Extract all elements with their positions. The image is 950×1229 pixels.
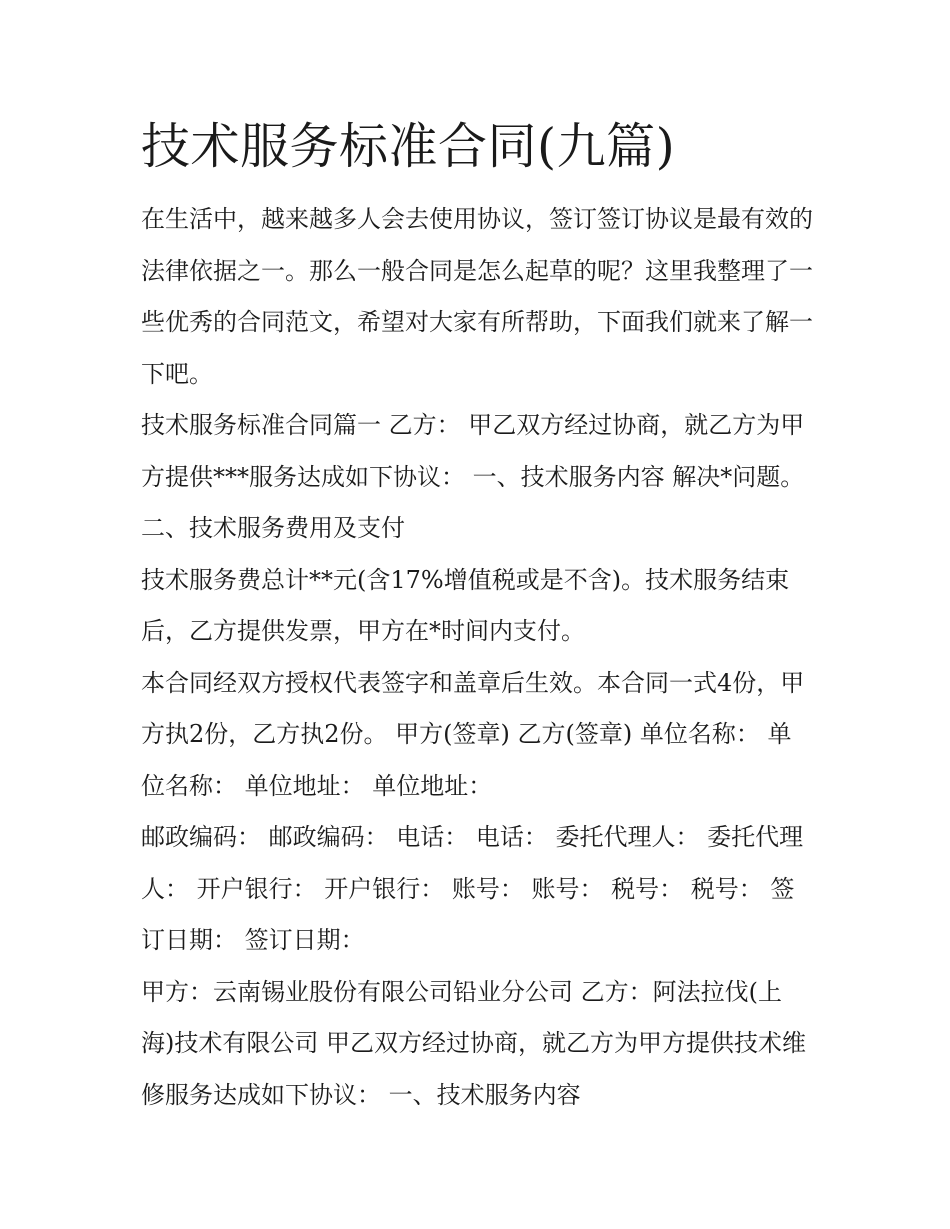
party-details-paragraph: 邮政编码： 邮政编码： 电话： 电话： 委托代理人： 委托代理人： 开户银行： 开户银行： 账号： 账号： 税号： 税号： 签订日期： 签订日期： (141, 823, 804, 954)
intro-paragraph: 在生活中，越来越多人会去使用协议，签订签订协议是最有效的法律依据之一。那么一般合同是怎么起草的呢？这里我整理了一些优秀的合同范文，希望对大家有所帮助，下面我们就来了解一下吧。 (141, 205, 813, 388)
service-fee-paragraph: 技术服务费总计**元(含17%增值税或是不含)。技术服务结束后，乙方提供发票，甲方在*时间内支付。 (141, 565, 790, 645)
document-title: 技术服务标准合同(九篇) (141, 118, 676, 175)
contract-one-paragraph: 技术服务标准合同篇一 乙方： 甲乙双方经过协商，就乙方为甲方提供***服务达成如下协议： 一、技术服务内容 解决*问题。 二、技术服务费用及支付 (141, 411, 805, 542)
document-body (141, 112, 813, 1121)
contract-two-paragraph: 甲方：云南锡业股份有限公司铅业分公司 乙方：阿法拉伐(上海)技术有限公司 甲乙双方经过协商，就乙方为甲方提供技术维修服务达成如下协议： 一、技术服务内容 (141, 977, 806, 1109)
effectiveness-paragraph: 本合同经双方授权代表签字和盖章后生效。本合同一式4份，甲方执2份，乙方执2份。 甲方(签章) 乙方(签章) 单位名称： 单位名称： 单位地址： 单位地址： (141, 668, 805, 800)
